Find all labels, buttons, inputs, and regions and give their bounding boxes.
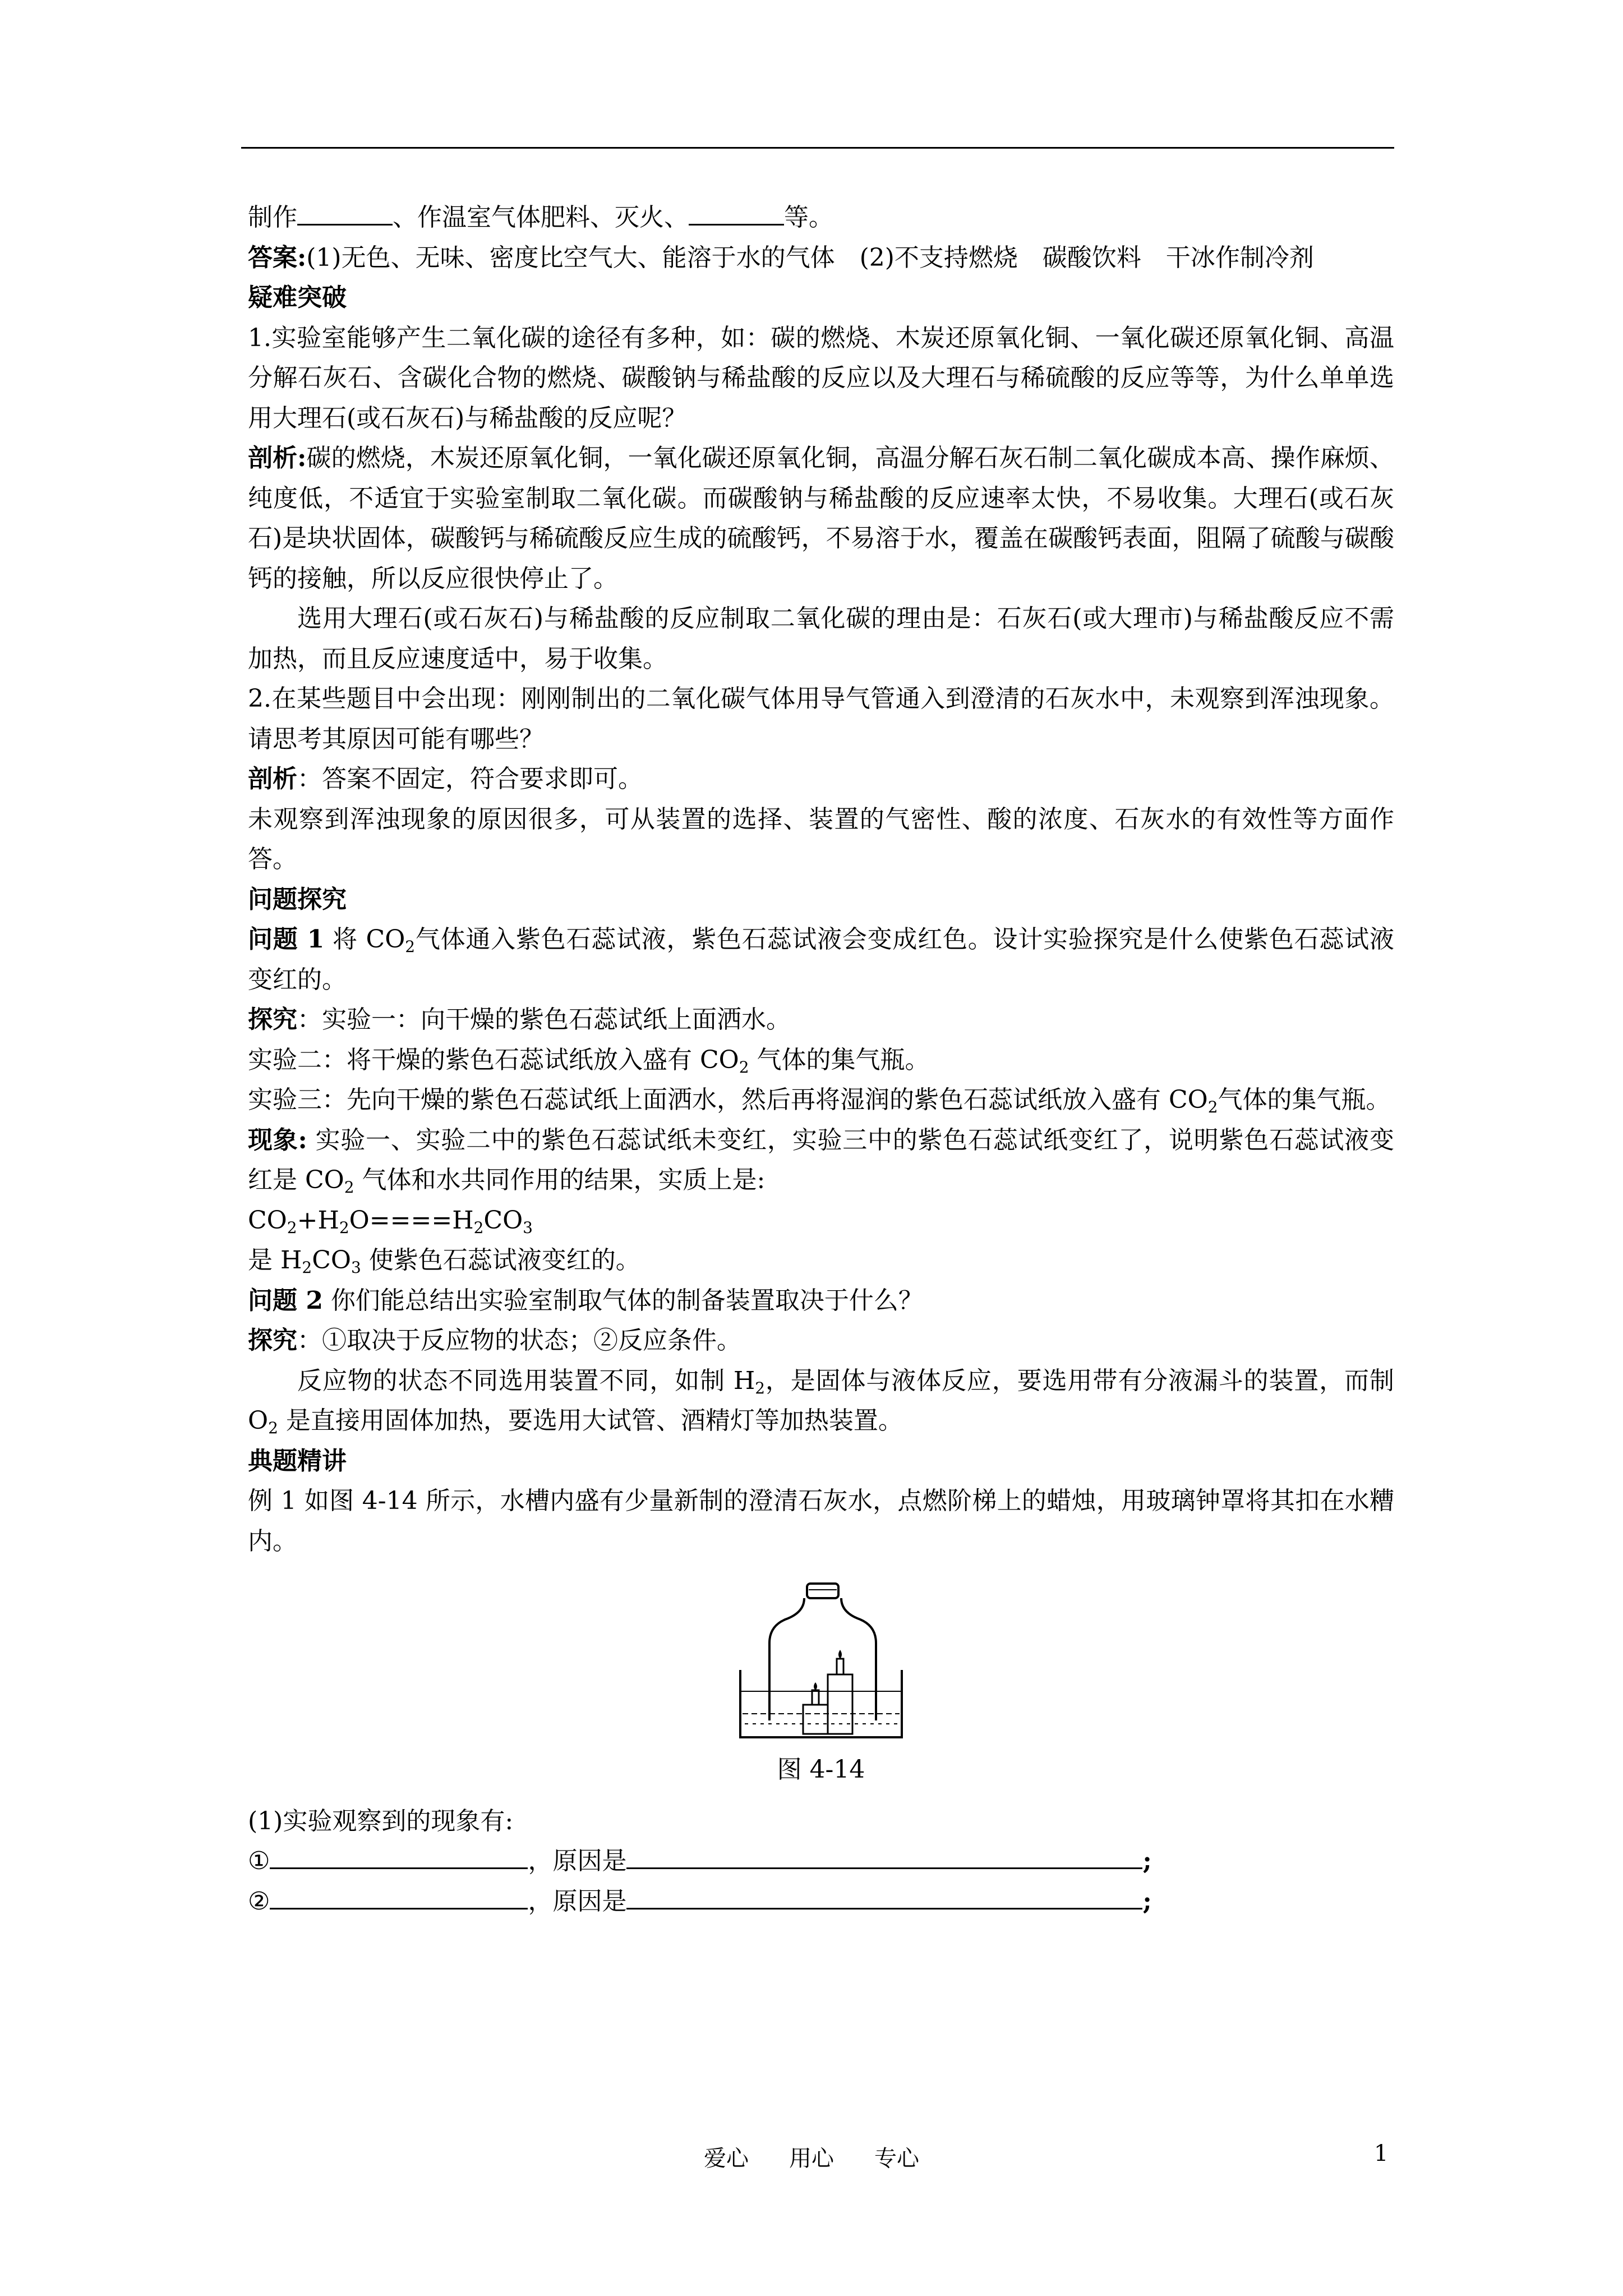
subscript: 2 bbox=[344, 1178, 354, 1197]
section-heading bbox=[248, 278, 1394, 318]
answer-paragraph bbox=[248, 238, 1394, 278]
section-title: 问题探究 bbox=[248, 885, 347, 914]
subscript: 3 bbox=[351, 1258, 361, 1277]
flame-high-icon bbox=[838, 1650, 842, 1659]
problem-label: 问题 1 bbox=[248, 925, 325, 954]
text: 反应物的状态不同选用装置不同，如制 H bbox=[297, 1366, 755, 1395]
answer-label: 答案: bbox=[248, 243, 307, 272]
page-number: 1 bbox=[1374, 2141, 1389, 2166]
text: ，原因是 bbox=[528, 1847, 627, 1875]
text: 你们能总结出实验室制取气体的制备装置取决于什么？ bbox=[322, 1286, 923, 1315]
page-content bbox=[248, 197, 1394, 1921]
text: ：①取决于反应物的状态；②反应条件。 bbox=[297, 1326, 741, 1355]
exploration-2-detail bbox=[248, 1361, 1394, 1441]
question-1: 1.实验室能够产生二氧化碳的途径有多种，如：碳的燃烧、木炭还原氧化铜、一氧化碳还原氧化铜、高温分解石灰石、含碳化合物的燃烧、碳酸钠与稀盐酸的反应以及大理石与稀硫酸的反应等等，为什么单单选用大理石(或石灰石)与稀盐酸的反应呢？ bbox=[248, 323, 1394, 432]
text: 实验一、实验二中的紫色石蕊试纸未变红，实验三中的紫色石蕊试纸变红了，说明紫色石蕊试液变红是 CO bbox=[248, 1125, 1394, 1194]
text: ：实验一：向干燥的紫色石蕊试纸上面洒水。 bbox=[297, 1005, 791, 1034]
answer-row-2 bbox=[248, 1881, 1394, 1922]
step-high bbox=[828, 1674, 852, 1734]
candle-high bbox=[837, 1659, 843, 1674]
exploration-label: 探究 bbox=[248, 1005, 297, 1034]
text: 等。 bbox=[784, 203, 833, 232]
experiment-2 bbox=[248, 1040, 1394, 1080]
subscript: 2 bbox=[339, 1218, 349, 1237]
answer-blank bbox=[270, 1843, 528, 1869]
item-number: ② bbox=[248, 1887, 270, 1916]
answer-blank bbox=[626, 1883, 1142, 1910]
text: 使紫色石蕊试液变红的。 bbox=[361, 1246, 640, 1274]
bell-jar-left bbox=[769, 1598, 804, 1720]
answer-text: (1)无色、无味、密度比空气大、能溶于水的气体 (2)不支持燃烧 碳酸饮料 干冰作制冷剂 bbox=[306, 243, 1314, 272]
answer-blank bbox=[689, 199, 784, 226]
footer-text: 专心 bbox=[874, 2146, 919, 2171]
section-heading bbox=[248, 1441, 1394, 1481]
figure-caption: 图 4-14 bbox=[777, 1755, 865, 1784]
section-title: 典题精讲 bbox=[248, 1446, 347, 1475]
exploration-2 bbox=[248, 1320, 1394, 1361]
exploration-label: 探究 bbox=[248, 1326, 297, 1355]
answer-blank bbox=[270, 1883, 528, 1910]
subscript: 2 bbox=[1207, 1098, 1218, 1116]
text: 气体通入紫色石蕊试液，紫色石蕊试液会变成红色。设计实验探究是什么使紫色石蕊试液变红的。 bbox=[248, 925, 1395, 994]
text: ，是固体与液体反应，要选用带有分液漏斗的装置，而制 O bbox=[248, 1366, 1394, 1435]
analysis-label: 剖析: bbox=[248, 444, 307, 472]
step-low bbox=[803, 1705, 828, 1734]
text: 气体的集气瓶。 bbox=[749, 1045, 930, 1074]
phenomenon-label: 现象: bbox=[248, 1125, 307, 1154]
problem-label: 问题 2 bbox=[248, 1286, 323, 1315]
subscript: 2 bbox=[405, 937, 416, 956]
text: 是 H bbox=[248, 1246, 302, 1274]
text: +H bbox=[297, 1205, 339, 1235]
analysis-text: 碳的燃烧，木炭还原氧化铜，一氧化碳还原氧化铜，高温分解石灰石制二氧化碳成本高、操作麻烦、纯度低，不适宜于实验室制取二氧化碳。而碳酸钠与稀盐酸的反应速率太快，不易收集。大理石(或石灰石)是块状固体，碳酸钙与稀硫酸反应生成的硫酸钙，不易溶于水，覆盖在碳酸钙表面，阻隔了硫酸与碳酸钙的接触，所以反应很快停止了。 bbox=[248, 444, 1394, 593]
analysis-text: ：答案不固定，符合要求即可。 bbox=[297, 765, 643, 793]
item-number: ① bbox=[248, 1847, 270, 1875]
footer-text: 用心 bbox=[789, 2146, 834, 2171]
subscript: 2 bbox=[268, 1419, 278, 1437]
question-2: 2.在某些题目中会出现：刚刚制出的二氧化碳气体用导气管通入到澄清的石灰水中，未观察到浑浊现象。请思考其原因可能有哪些？ bbox=[248, 684, 1394, 753]
text: 制作 bbox=[248, 203, 297, 232]
fill-line bbox=[248, 197, 1394, 238]
subscript: 2 bbox=[287, 1218, 297, 1237]
analysis-1-conclusion: 选用大理石(或石灰石)与稀盐酸的反应制取二氧化碳的理由是：石灰石(或大理市)与稀盐酸反应不需加热，而且反应速度适中，易于收集。 bbox=[248, 604, 1394, 673]
candle-low bbox=[812, 1690, 819, 1705]
problem-1 bbox=[248, 919, 1394, 1000]
section-title: 疑难突破 bbox=[248, 283, 347, 312]
answer-row-1 bbox=[248, 1841, 1394, 1881]
sub-question-1: (1)实验观察到的现象有: bbox=[248, 1806, 514, 1835]
bell-jar-right bbox=[841, 1598, 876, 1720]
analysis-label: 剖析 bbox=[248, 765, 297, 793]
experiment-3 bbox=[248, 1080, 1394, 1120]
subscript: 2 bbox=[739, 1057, 749, 1076]
analysis-2-detail: 未观察到浑浊现象的原因很多，可从装置的选择、装置的气密性、酸的浓度、石灰水的有效性等方面作答。 bbox=[248, 804, 1394, 873]
text: ，原因是 bbox=[528, 1887, 627, 1916]
subscript: 2 bbox=[302, 1258, 312, 1277]
answer-blank bbox=[297, 199, 393, 226]
text: 将 CO bbox=[324, 925, 405, 954]
text: ; bbox=[1142, 1887, 1152, 1916]
analysis-2 bbox=[248, 759, 1394, 799]
figure-4-14 bbox=[248, 1580, 1394, 1790]
conclusion bbox=[248, 1240, 1394, 1281]
text: 实验三：先向干燥的紫色石蕊试纸上面洒水，然后再将湿润的紫色石蕊试纸放入盛有 CO bbox=[248, 1085, 1208, 1114]
problem-2 bbox=[248, 1281, 1394, 1321]
flame-low-icon bbox=[814, 1682, 817, 1690]
text: 气体和水共同作用的结果，实质上是: bbox=[354, 1166, 766, 1194]
answer-blank bbox=[626, 1843, 1142, 1869]
jar-knob bbox=[807, 1584, 838, 1598]
text: CO bbox=[312, 1246, 351, 1274]
example-1: 例 1 如图 4-14 所示，水槽内盛有少量新制的澄清石灰水，点燃阶梯上的蜡烛，用玻璃钟罩将其扣在水糟内。 bbox=[248, 1487, 1394, 1556]
subscript: 2 bbox=[755, 1378, 766, 1397]
text: 实验二：将干燥的紫色石蕊试纸放入盛有 CO bbox=[248, 1045, 739, 1074]
exploration-1 bbox=[248, 1000, 1394, 1040]
footer-text: 爱心 bbox=[704, 2146, 749, 2171]
text: O====H bbox=[349, 1205, 474, 1235]
header-rule bbox=[241, 147, 1394, 149]
bell-jar-diagram bbox=[737, 1580, 905, 1743]
text: 气体的集气瓶。 bbox=[1218, 1085, 1391, 1114]
text: CO bbox=[483, 1205, 523, 1235]
text: 、作温室气体肥料、灭火、 bbox=[393, 203, 689, 232]
text: CO bbox=[248, 1205, 287, 1235]
phenomenon bbox=[248, 1120, 1394, 1200]
subscript: 3 bbox=[523, 1218, 533, 1237]
text: 是直接用固体加热，要选用大试管、酒精灯等加热装置。 bbox=[278, 1406, 903, 1435]
text: ; bbox=[1142, 1847, 1152, 1875]
section-heading bbox=[248, 880, 1394, 920]
subscript: 2 bbox=[473, 1218, 484, 1237]
analysis-1 bbox=[248, 438, 1394, 599]
water-trough bbox=[740, 1670, 902, 1737]
chemical-equation bbox=[248, 1200, 1394, 1241]
